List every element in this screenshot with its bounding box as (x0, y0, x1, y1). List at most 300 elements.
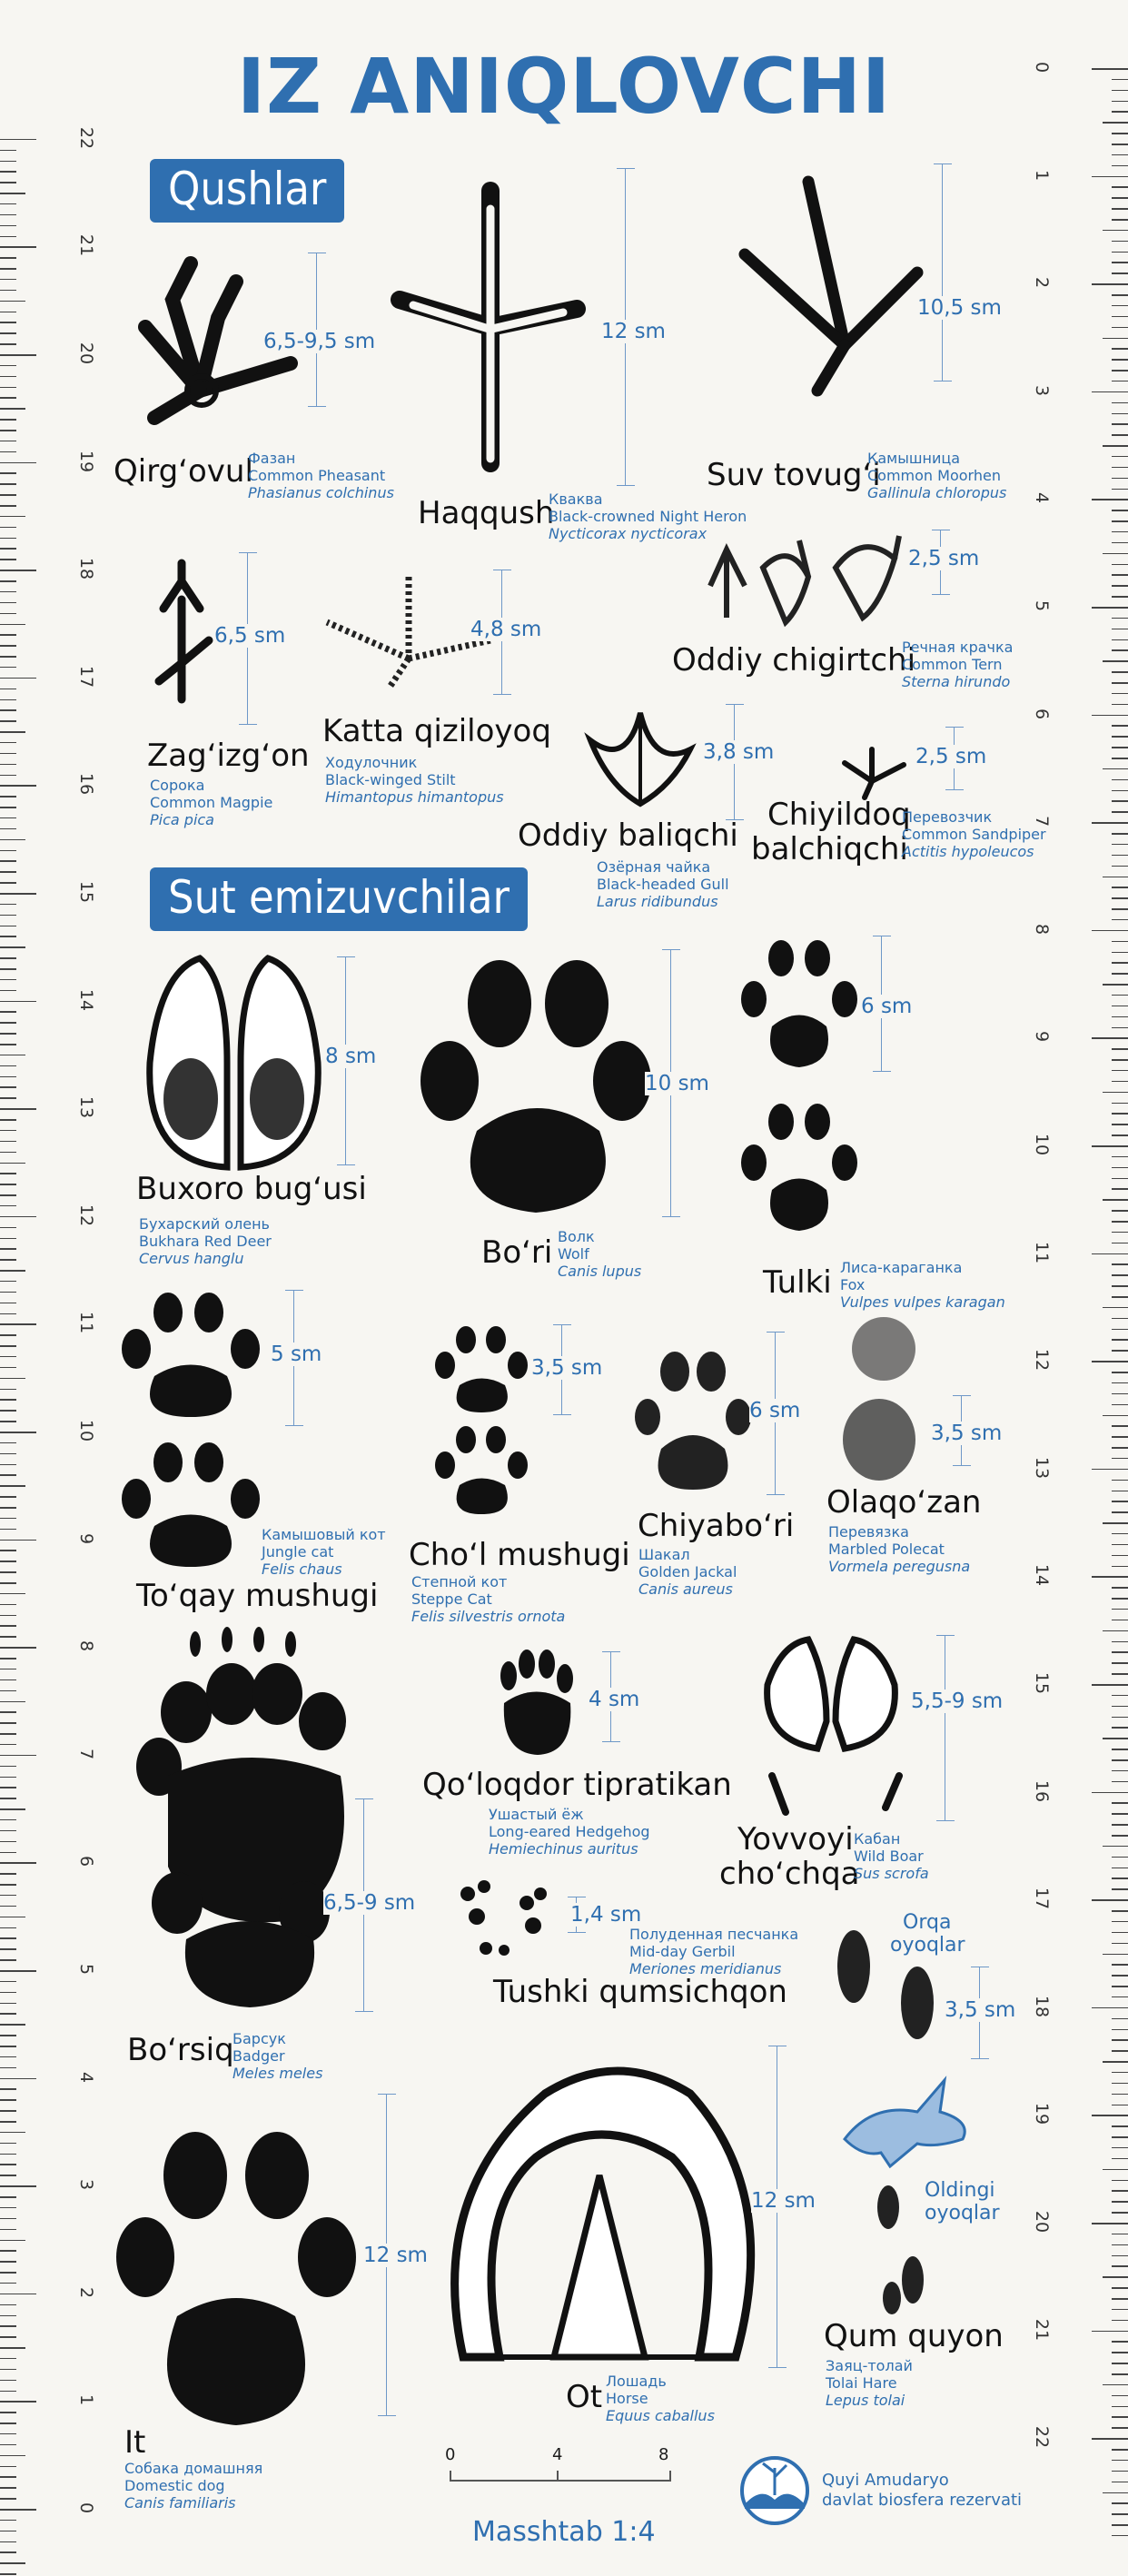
ruler-tick (1112, 1156, 1128, 1158)
ruler-tick (1112, 1447, 1128, 1449)
ruler-tick (1112, 1178, 1128, 1180)
ruler-tick (1112, 1103, 1128, 1105)
ruler-tick (0, 1884, 16, 1886)
ruler-tick (0, 1744, 16, 1746)
ruler-tick (1112, 1544, 1128, 1546)
ruler-tick (1112, 2072, 1128, 2074)
ruler-tick (1112, 2502, 1128, 2504)
ruler-tick (1112, 542, 1128, 544)
ruler-tick (0, 430, 16, 431)
ruler-tick (1112, 1027, 1128, 1029)
ruler-tick (0, 570, 36, 571)
ruler-tick (1112, 1759, 1128, 1761)
ruler-tick (1112, 1910, 1128, 1912)
ruler-tick (1112, 2094, 1128, 2095)
gerbil-size: 1,4 sm (570, 1903, 642, 1927)
ruler-tick (0, 1733, 16, 1735)
ruler-tick (0, 2551, 16, 2553)
ruler-tick (0, 2358, 16, 2360)
ruler-tick (0, 2218, 16, 2220)
ruler-tick (1112, 704, 1128, 706)
ruler-tick (1112, 1318, 1128, 1320)
ruler-tick (1112, 973, 1128, 975)
ruler-tick (1092, 1037, 1128, 1039)
ruler-tick (0, 624, 25, 626)
ruler-tick (0, 2487, 16, 2489)
ruler-tick (1103, 1738, 1128, 1739)
ruler-tick (0, 678, 36, 679)
hare-size: 3,5 sm (945, 1998, 1016, 2022)
ruler-number: 18 (1032, 1995, 1052, 2017)
ruler-number: 12 (76, 1204, 96, 1226)
ruler-tick (0, 1108, 36, 1110)
ruler-tick (0, 1055, 25, 1056)
badger-track-icon (132, 1630, 363, 2012)
ruler-tick (0, 1141, 16, 1143)
ruler-tick (1112, 2244, 1128, 2246)
ruler-tick (0, 871, 16, 873)
ruler-tick (0, 904, 16, 906)
ruler-tick (1112, 1329, 1128, 1331)
ruler-number: 21 (76, 234, 96, 257)
ruler-tick (1112, 2427, 1128, 2429)
ruler-number: 6 (1032, 708, 1052, 719)
ruler-tick (1112, 2287, 1128, 2289)
ruler-tick (1112, 1393, 1128, 1395)
ruler-tick (1112, 1975, 1128, 1977)
tern-size: 2,5 sm (908, 547, 980, 570)
ruler-tick (0, 796, 16, 798)
scale-tick-0: 0 (445, 2445, 456, 2464)
ruler-tick (1112, 1210, 1128, 1212)
ruler-tick (0, 580, 16, 582)
ruler-tick (1112, 2352, 1128, 2353)
ruler-tick (1112, 1511, 1128, 1513)
moorhen-track-icon (717, 163, 945, 400)
pheasant-name: Qirg‘ovul (114, 453, 253, 490)
ruler-tick (0, 828, 16, 830)
dog-name: It (124, 2424, 146, 2461)
ruler-tick (1112, 1243, 1128, 1244)
ruler-tick (0, 1507, 16, 1509)
horse-size: 12 sm (751, 2189, 816, 2213)
ruler-tick (0, 667, 16, 669)
ruler-tick (0, 591, 16, 593)
ruler-tick (0, 312, 16, 313)
ruler-tick (0, 1421, 16, 1422)
ruler-tick (0, 656, 16, 658)
ruler-tick (0, 2509, 36, 2511)
ruler-tick (0, 193, 25, 194)
hare-front-label-1: Oldingi (925, 2179, 995, 2202)
ruler-tick (0, 785, 36, 787)
ruler-tick (1112, 1717, 1128, 1719)
ruler-number: 0 (76, 2502, 96, 2514)
ruler-number: 17 (76, 665, 96, 688)
ruler-tick (0, 1281, 16, 1283)
ruler-tick (0, 2520, 16, 2522)
ruler-tick (1112, 359, 1128, 361)
ruler-number: 22 (76, 126, 96, 149)
ruler-tick (0, 2164, 16, 2165)
ruler-tick (0, 1625, 16, 1627)
gull-track-icon (581, 704, 699, 817)
ruler-tick (1112, 241, 1128, 243)
ruler-tick (1112, 1081, 1128, 1083)
ruler-tick (1112, 2524, 1128, 2526)
ruler-tick (0, 2250, 16, 2252)
ruler-tick (1112, 1425, 1128, 1427)
ruler-tick (0, 2380, 16, 2382)
ruler-tick (1112, 381, 1128, 382)
ruler-tick (0, 634, 16, 636)
polecat-track-icon (834, 1313, 934, 1494)
ruler-tick (1112, 1598, 1128, 1600)
ruler-tick (1112, 2050, 1128, 2052)
ruler-tick (1112, 618, 1128, 619)
ruler-tick (1103, 660, 1128, 662)
ruler-tick (1103, 2061, 1128, 2063)
ruler-number: 11 (1032, 1241, 1052, 1263)
ruler-tick (0, 2024, 25, 2026)
ruler-tick (0, 161, 16, 163)
jackal-name: Chiyabo‘ri (638, 1508, 795, 1544)
page-title: IZ ANIQLOVCHI (236, 42, 892, 131)
ruler-tick (0, 365, 16, 367)
ruler-tick (1112, 1932, 1128, 1934)
ruler-tick (0, 1163, 25, 1164)
ruler-tick (1112, 165, 1128, 167)
ruler-tick (1112, 2341, 1128, 2343)
ruler-tick (0, 1453, 16, 1455)
ruler-tick (1112, 2105, 1128, 2106)
ruler-tick (1112, 585, 1128, 587)
ruler-tick (0, 1173, 16, 1174)
ruler-tick (1112, 1263, 1128, 1265)
wolf-size: 10 sm (645, 1072, 709, 1095)
ruler-tick (1112, 908, 1128, 910)
ruler-tick (1112, 1996, 1128, 1998)
hedgehog-size: 4 sm (589, 1688, 640, 1711)
ruler-tick (1112, 316, 1128, 318)
ruler-tick (0, 246, 36, 248)
ruler-tick (1112, 596, 1128, 598)
ruler-tick (1112, 1533, 1128, 1535)
ruler-tick (1092, 283, 1128, 285)
ruler-tick (0, 150, 16, 152)
polecat-labels: Перевязка Marbled Polecat Vormela peregusna (828, 1523, 971, 1575)
ruler-tick (1112, 1835, 1128, 1837)
ruler-tick (0, 2573, 16, 2575)
ruler-tick (1112, 2201, 1128, 2203)
ruler-number: 9 (1032, 1031, 1052, 1043)
ruler-tick (1112, 952, 1128, 954)
badger-size: 6,5-9 sm (323, 1891, 416, 1915)
ruler-tick (0, 936, 16, 937)
gull-labels: Озёрная чайка Black-headed Gull Larus ridibundus (597, 858, 729, 910)
ruler-tick (1112, 2083, 1128, 2085)
ruler-tick (1112, 811, 1128, 813)
ruler-tick (0, 1378, 25, 1380)
scale-label: Masshtab 1:4 (472, 2516, 656, 2548)
left-ruler (0, 0, 96, 2576)
tern-labels: Речная крачка Common Tern Sterna hirundo (902, 639, 1014, 690)
ruler-tick (1092, 930, 1128, 932)
heron-labels: Кваква Black-crowned Night Heron Nycticorax nycticorax (549, 490, 747, 542)
ruler-tick (0, 1334, 16, 1336)
dog-track-icon (114, 2135, 359, 2430)
ruler-tick (0, 1669, 16, 1670)
deer-size: 8 sm (325, 1045, 377, 1068)
stilt-size: 4,8 sm (470, 618, 542, 641)
sandpiper-size: 2,5 sm (915, 745, 987, 768)
ruler-tick (0, 548, 16, 550)
ruler-tick (0, 775, 16, 777)
ruler-number: 7 (76, 1748, 96, 1759)
stilt-name: Katta qiziloyoq (322, 713, 551, 749)
ruler-tick (1103, 1954, 1128, 1956)
ruler-tick (0, 397, 16, 399)
ruler-tick (0, 1937, 16, 1939)
ruler-tick (0, 236, 16, 238)
gerbil-labels: Полуденная песчанка Mid-day Gerbil Meriones meridianus (629, 1926, 799, 1977)
ruler-tick (1112, 1404, 1128, 1406)
ruler-tick (0, 2132, 25, 2134)
ruler-tick (1112, 1124, 1128, 1125)
moorhen-size: 10,5 sm (917, 296, 1002, 320)
ruler-number: 4 (76, 2071, 96, 2083)
ruler-tick (0, 1777, 16, 1778)
jungle-cat-name: To‘qay mushugi (136, 1578, 379, 1614)
ruler-tick (0, 1647, 36, 1649)
ruler-number: 2 (76, 2286, 96, 2298)
hedgehog-labels: Ушастый ёж Long-eared Hedgehog Hemiechinus auritus (489, 1806, 650, 1858)
ruler-tick (0, 699, 16, 701)
ruler-tick (0, 602, 16, 604)
ruler-tick (0, 214, 16, 216)
ruler-tick (0, 1948, 16, 1950)
ruler-tick (1112, 413, 1128, 415)
ruler-number: 9 (76, 1532, 96, 1544)
ruler-tick (1092, 499, 1128, 500)
ruler-tick (1112, 423, 1128, 425)
ruler-tick (0, 332, 16, 334)
gerbil-name: Tushki qumsichqon (493, 1974, 787, 2010)
ruler-tick (1092, 1253, 1128, 1255)
ruler-number: 17 (1032, 1887, 1052, 1910)
ruler-tick (0, 764, 16, 766)
ruler-tick (0, 1970, 36, 1972)
ruler-tick (1112, 962, 1128, 964)
ruler-tick (1112, 1986, 1128, 1987)
gull-size: 3,8 sm (703, 740, 775, 764)
ruler-tick (1112, 2320, 1128, 2322)
ruler-tick (1112, 1620, 1128, 1621)
section-mammals: Sut emizuvchilar (150, 867, 528, 931)
magpie-name: Zag‘izg‘on (147, 738, 310, 774)
ruler-tick (0, 1248, 16, 1250)
ruler-tick (0, 2433, 16, 2435)
ruler-number: 2 (1032, 277, 1052, 289)
horse-labels: Лошадь Horse Equus caballus (606, 2373, 715, 2424)
ruler-tick (1112, 456, 1128, 458)
sandpiper-name-line2: balchiqchi (751, 831, 908, 867)
ruler-tick (0, 882, 16, 884)
ruler-tick (0, 1981, 16, 1983)
ruler-tick (1103, 445, 1128, 447)
ruler-tick (1112, 1813, 1128, 1815)
boar-track-icon (754, 1640, 917, 1812)
ruler-tick (1112, 402, 1128, 404)
ruler-tick (0, 1270, 25, 1272)
magpie-size: 6,5 sm (214, 624, 286, 648)
ruler-tick (1092, 607, 1128, 609)
ruler-tick (0, 968, 16, 970)
ruler-tick (0, 2444, 16, 2446)
moorhen-dimension (942, 163, 943, 381)
ruler-tick (0, 322, 16, 323)
ruler-tick (0, 1496, 16, 1498)
ruler-tick (0, 2455, 25, 2457)
ruler-tick (0, 1615, 16, 1617)
ruler-tick (1112, 1566, 1128, 1568)
ruler-tick (1112, 272, 1128, 274)
ruler-tick (0, 1323, 36, 1325)
tern-name: Oddiy chigirtchi (672, 642, 916, 679)
ruler-tick (0, 1690, 16, 1692)
hare-front-label-2: oyoqlar (925, 2202, 1000, 2224)
ruler-tick (1112, 1113, 1128, 1115)
ruler-tick (1112, 2255, 1128, 2257)
ruler-tick (0, 1367, 16, 1369)
fox-size: 6 sm (861, 995, 913, 1018)
ruler-tick (0, 2315, 16, 2317)
ruler-tick (0, 2185, 36, 2187)
deer-labels: Бухарский олень Bukhara Red Deer Cervus hanglu (139, 1215, 272, 1267)
ruler-tick (1103, 2169, 1128, 2171)
stilt-labels: Ходулочник Black-winged Stilt Himantopus himantopus (325, 754, 504, 806)
polecat-name: Olaqo‘zan (826, 1484, 982, 1521)
heron-track-icon (381, 173, 599, 481)
ruler-tick (1112, 144, 1128, 145)
ruler-tick (0, 1076, 16, 1078)
ruler-tick (1103, 1630, 1128, 1632)
ruler-tick (1092, 1469, 1128, 1471)
ruler-tick (1112, 887, 1128, 888)
ruler-tick (1112, 629, 1128, 630)
ruler-number: 1 (76, 2394, 96, 2406)
ruler-tick (0, 1830, 16, 1832)
ruler-tick (0, 2175, 16, 2176)
sandpiper-name-line1: Chiyildoq (767, 797, 911, 833)
ruler-tick (0, 538, 16, 540)
heron-size: 12 sm (601, 320, 666, 343)
ruler-tick (0, 2196, 16, 2198)
ruler-tick (1112, 489, 1128, 490)
hedgehog-name: Qo‘loqdor tipratikan (422, 1767, 732, 1803)
ruler-tick (1112, 208, 1128, 210)
ruler-tick (1103, 553, 1128, 555)
ruler-number: 20 (1032, 2210, 1052, 2234)
ruler-tick (1112, 779, 1128, 781)
ruler-tick (0, 1917, 25, 1918)
ruler-tick (0, 1001, 36, 1003)
ruler-number: 14 (76, 988, 96, 1011)
ruler-tick (0, 376, 16, 378)
pheasant-labels: Фазан Common Pheasant Phasianus colchinus (248, 450, 394, 501)
ruler-tick (0, 1313, 16, 1315)
scale-tick-4: 4 (552, 2445, 563, 2464)
ruler-tick (1103, 1846, 1128, 1848)
ruler-tick (0, 1389, 16, 1391)
ruler-number: 16 (76, 773, 96, 796)
ruler-tick (0, 1560, 16, 1562)
ruler-tick (0, 268, 16, 270)
ruler-tick (0, 817, 16, 819)
ruler-tick (1112, 693, 1128, 695)
ruler-tick (1112, 790, 1128, 792)
ruler-tick (0, 1130, 16, 1132)
fox-track-icon (736, 936, 863, 1253)
ruler-tick (1112, 2265, 1128, 2267)
ruler-tick (1092, 822, 1128, 824)
ruler-tick (0, 516, 25, 518)
ruler-tick (0, 2283, 16, 2284)
ruler-tick (1112, 833, 1128, 835)
hedgehog-track-icon (490, 1653, 581, 1762)
organization-name: Quyi Amudaryo davlat biosfera rezervati (822, 2471, 1023, 2510)
heron-name: Haqqush (418, 495, 555, 531)
boar-name-line2: cho‘chqa (719, 1856, 860, 1892)
ruler-tick (1112, 478, 1128, 480)
steppe-cat-track-icon (434, 1322, 534, 1526)
ruler-tick (1112, 855, 1128, 857)
badger-labels: Барсук Badger Meles meles (233, 2030, 323, 2082)
ruler-number: 15 (1032, 1671, 1052, 1695)
ruler-tick (0, 2088, 16, 2090)
ruler-tick (1112, 1339, 1128, 1341)
ruler-tick (1112, 649, 1128, 651)
ruler-tick (0, 387, 16, 389)
ruler-tick (0, 1065, 16, 1067)
ruler-tick (0, 225, 16, 227)
ruler-tick (1112, 294, 1128, 296)
ruler-tick (1112, 1285, 1128, 1287)
ruler-tick (0, 290, 16, 292)
ruler-tick (1092, 2438, 1128, 2440)
ruler-tick (0, 483, 16, 485)
ruler-tick (0, 1432, 36, 1433)
ruler-tick (1103, 2384, 1128, 2386)
ruler-tick (1112, 2482, 1128, 2483)
ruler-tick (1092, 2007, 1128, 2009)
ruler-tick (1112, 1673, 1128, 1675)
ruler-tick (1103, 230, 1128, 232)
ruler-tick (0, 1292, 16, 1293)
ruler-tick (1112, 758, 1128, 759)
ruler-tick (0, 2336, 16, 2338)
ruler-tick (1112, 1480, 1128, 1481)
ruler-tick (0, 1303, 16, 1304)
ruler-number: 13 (76, 1096, 96, 1119)
ruler-tick (1112, 305, 1128, 307)
ruler-tick (0, 182, 16, 183)
ruler-tick (1112, 1868, 1128, 1869)
ruler-tick (1112, 2363, 1128, 2364)
moorhen-name: Suv tovug‘i (707, 457, 881, 493)
ruler-tick (0, 279, 16, 281)
steppe-cat-labels: Степной кот Steppe Cat Felis silvestris ornota (411, 1573, 566, 1625)
